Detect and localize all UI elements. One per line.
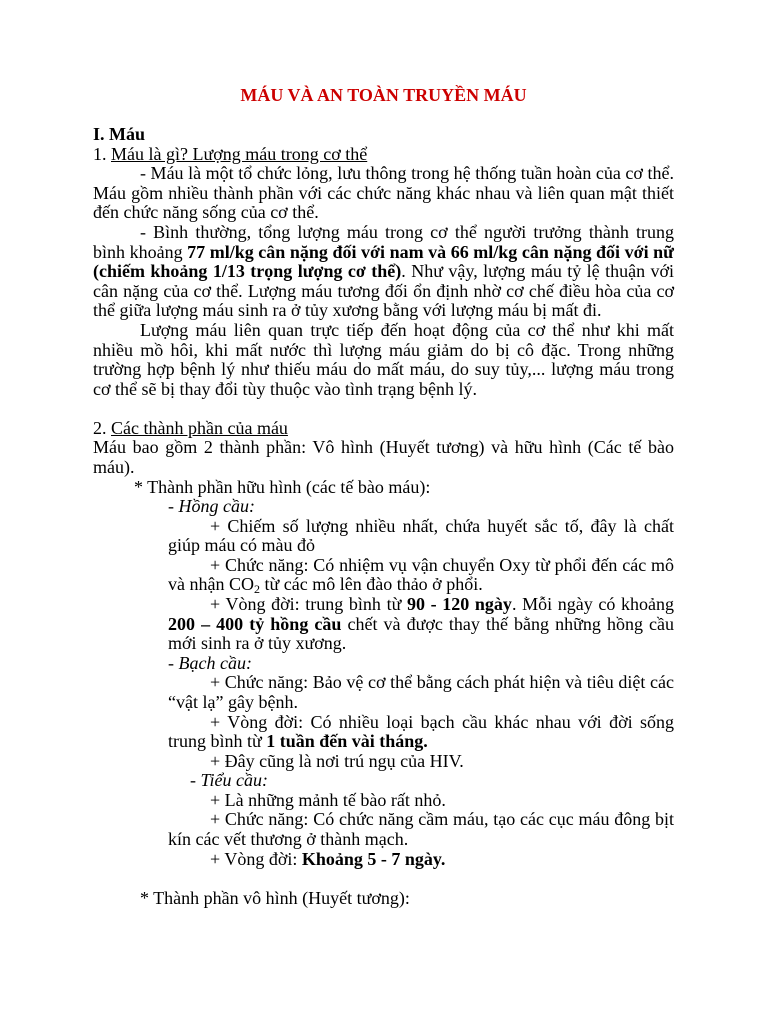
red-cells-item <box>93 517 674 556</box>
bold-text: (chiếm khoảng 1/13 trọng lượng cơ thể) <box>93 261 402 282</box>
paragraph-line <box>93 732 674 752</box>
document-body <box>93 86 674 908</box>
bold-text: 200 – 400 tỷ hồng cầu <box>168 613 342 634</box>
paragraph-line: thể giữa lượng máu sinh ra ở tủy xương bằng với lượng máu bị mất đi. <box>93 300 602 321</box>
paragraph-line: máu). <box>93 456 135 477</box>
blank-line <box>93 399 674 419</box>
paragraph-intro <box>93 438 674 477</box>
white-cells-item <box>93 673 674 712</box>
paragraph-line: Máu bao gồm 2 thành phần: Vô hình (Huyết tương) và hữu hình (Các tế bào <box>93 437 674 458</box>
paragraph-line: cơ thể sẽ bị thay đổi tùy thuộc vào tình trạng bệnh lý. <box>93 378 477 399</box>
platelets-item <box>93 810 674 849</box>
subsection-title: Các thành phần của máu <box>111 417 288 438</box>
paragraph-line: + Đây cũng là nơi trú ngụ của HIV. <box>210 750 464 771</box>
paragraph-line: nhiều mồ hôi, khi mất nước thì lượng máu giảm do bị cô đặc. Trong những <box>93 339 674 360</box>
white-cells-label: - Bạch cầu: <box>168 652 252 673</box>
text-run: + Vòng đời: <box>210 848 302 869</box>
paragraph-line: + Chiếm số lượng nhiều nhất, chứa huyết sắc tố, đây là chất <box>210 515 674 536</box>
paragraph-line: giúp máu có màu đỏ <box>168 535 315 556</box>
paragraph-line <box>93 575 674 595</box>
paragraph-line <box>93 243 674 263</box>
subsection-heading <box>93 419 674 439</box>
text-run: . Như vậy, lượng máu tỷ lệ thuận với <box>401 261 675 282</box>
bold-text: Khoảng 5 - 7 ngày. <box>301 848 446 869</box>
paragraph-definition <box>93 164 674 223</box>
paragraph-line: trường hợp bệnh lý như thiếu máu do mất máu, do suy tủy,... lượng máu trong <box>93 359 674 380</box>
bold-text: 90 - 120 ngày <box>406 594 512 615</box>
text-run: từ các mô lên đào thảo ở phổi. <box>259 574 483 595</box>
document-title: MÁU VÀ AN TOÀN TRUYỀN MÁU <box>240 85 527 105</box>
bold-text: 1 tuần đến vài tháng. <box>266 731 428 752</box>
paragraph-line: Máu gồm nhiều thành phần với các chức năng khác nhau và liên quan mật thiết <box>93 182 674 203</box>
paragraph-line <box>93 850 674 870</box>
section-heading: I. Máu <box>93 124 146 145</box>
paragraph-volume <box>93 223 674 321</box>
blank-line <box>93 869 674 889</box>
paragraph-line: + Là những mảnh tế bào rất nhỏ. <box>210 789 446 810</box>
paragraph-line: - Máu là một tổ chức lỏng, lưu thông trong hệ thống tuần hoàn của cơ thể. <box>140 163 674 184</box>
paragraph-line: Lượng máu liên quan trực tiếp đến hoạt động của cơ thể như khi mất <box>140 319 674 340</box>
paragraph-line <box>93 595 674 615</box>
paragraph-line: đến chức năng sống của cơ thể. <box>93 202 319 223</box>
plasma-heading: * Thành phần vô hình (Huyết tương): <box>140 887 410 908</box>
paragraph-line: kín các vết thương ở thành mạch. <box>168 828 409 849</box>
formed-elements-heading: * Thành phần hữu hình (các tế bào máu): <box>134 476 431 497</box>
platelets-label: - Tiểu cầu: <box>190 770 268 791</box>
platelets-item <box>93 791 674 811</box>
paragraph-line: + Chức năng: Có chức năng cầm máu, tạo các cục máu đông bịt <box>210 809 674 830</box>
paragraph-line: - Bình thường, tổng lượng máu trong cơ thể người trưởng thành trung <box>140 222 674 243</box>
text-run: trung bình từ <box>168 731 267 752</box>
white-cells-item <box>93 713 674 752</box>
subsection-heading <box>93 145 674 165</box>
paragraph-line: mới sinh ra ở tủy xương. <box>168 633 347 654</box>
paragraph-line <box>93 615 674 635</box>
text-run: chết và được thay thế bằng những hồng cầu <box>341 613 675 634</box>
subsection-number: 2. <box>93 417 111 438</box>
text-run: bình khoảng <box>93 241 188 262</box>
paragraph-line <box>93 262 674 282</box>
paragraph-line: cân nặng của cơ thể. Lượng máu tương đối ổn định nhờ cơ chế điều hòa của cơ <box>93 280 674 301</box>
text-run: . Mỗi ngày có khoảng <box>511 594 674 615</box>
bold-text: 77 ml/kg cân nặng đối với nam và 66 ml/kg cân nặng đối với nữ <box>187 241 674 262</box>
subsection-title: Máu là gì? Lượng máu trong cơ thể <box>111 143 368 164</box>
white-cells-item <box>93 752 674 772</box>
paragraph-line: + Chức năng: Có nhiệm vụ vận chuyển Oxy từ phổi đến các mô <box>210 554 674 575</box>
subsection-number: 1. <box>93 143 111 164</box>
red-cells-label: - Hồng cầu: <box>168 496 255 517</box>
platelets-item <box>93 850 674 870</box>
text-run: + Vòng đời: trung bình từ <box>210 594 407 615</box>
paragraph-variation <box>93 321 674 399</box>
paragraph-line: + Vòng đời: Có nhiều loại bạch cầu khác nhau với đời sống <box>210 711 674 732</box>
blank-line <box>93 106 674 126</box>
subscript: 2 <box>253 582 260 597</box>
text-run: và nhận CO <box>168 574 254 595</box>
paragraph-line: “vật lạ” gây bệnh. <box>168 691 298 712</box>
red-cells-item <box>93 556 674 595</box>
paragraph-line: + Chức năng: Bảo vệ cơ thể bằng cách phát hiện và tiêu diệt các <box>210 672 674 693</box>
red-cells-item <box>93 595 674 654</box>
